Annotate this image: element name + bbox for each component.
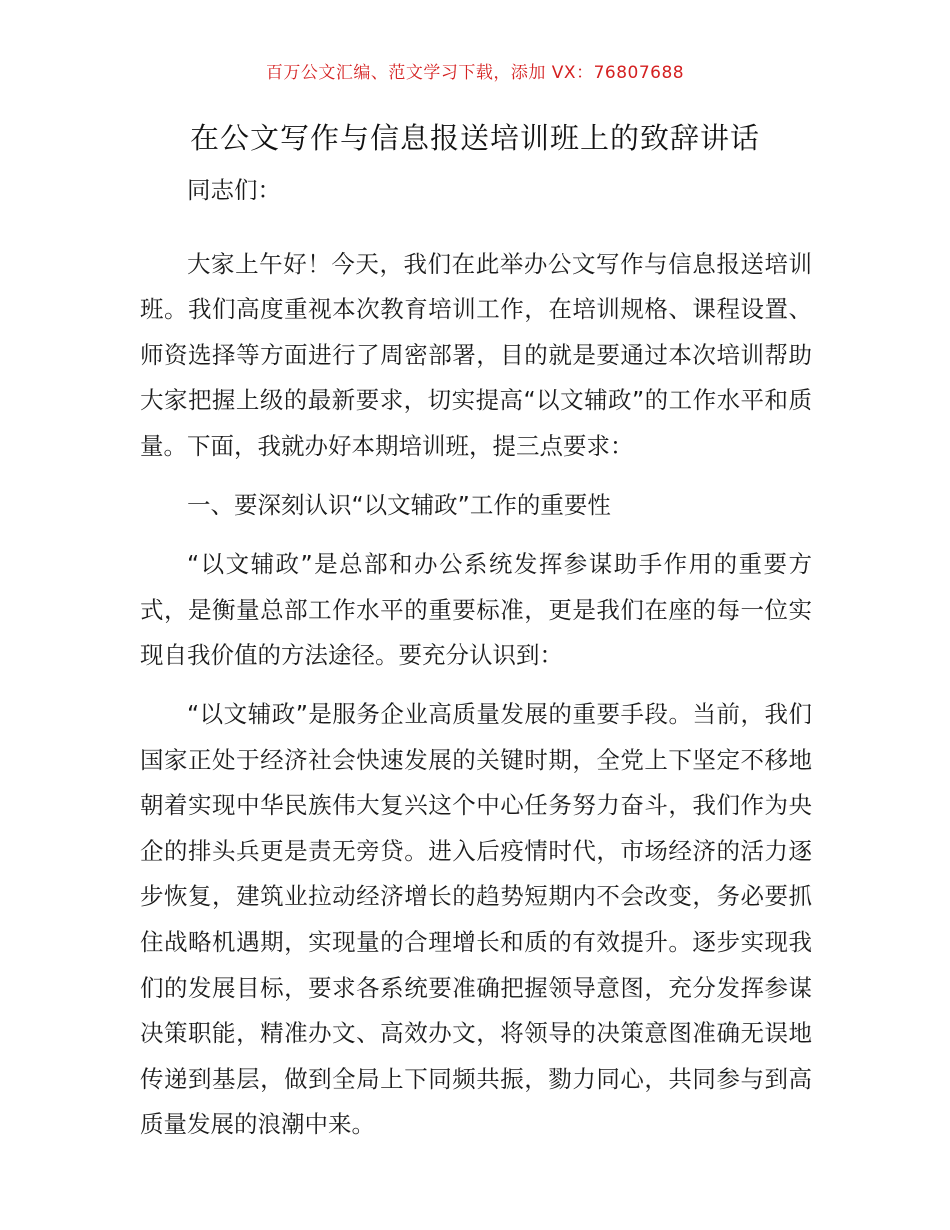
section-heading-1: 一、要深刻认识“以文辅政”工作的重要性 (187, 490, 611, 519)
watermark-banner: 百万公文汇编、范文学习下载，添加 VX：76807688 (265, 63, 685, 83)
paragraph-importance: “以文辅政”是总部和办公系统发挥参谋助手作用的重要方式，是衡量总部工作水平的重要标准，更是我们在座的每一位实现自我价值的方法途径。要充分认识到： (140, 550, 812, 670)
document-title: 在公文写作与信息报送培训班上的致辞讲话 (189, 121, 760, 155)
paragraph-high-quality-development: “以文辅政”是服务企业高质量发展的重要手段。当前，我们国家正处于经济社会快速发展的关键时期，全党上下坚定不移地朝着实现中华民族伟大复兴这个中心任务努力奋斗，我们作为央企的排头兵更是责无旁贷。进入后疫情时代，市场经济的活力逐步恢复，建筑业拉动经济增长的趋势短期内不会改变，务必要抓住战略机遇期，实现量的合理增长和质的有效提升。逐步实现我们的发展目标，要求各系统要准确把握领导意图，充分发挥参谋决策职能，精准办文、高效办文，将领导的决策意图准确无误地传递到基层，做到全局上下同频共振，勠力同心，共同参与到高质量发展的浪潮中来。 (140, 699, 812, 1139)
document-body (140, 168, 812, 1161)
salutation: 同志们： (187, 176, 281, 204)
paragraph-greeting: 大家上午好！今天，我们在此举办公文写作与信息报送培训班。我们高度重视本次教育培训工作，在培训规格、课程设置、师资选择等方面进行了周密部署，目的就是要通过本次培训帮助大家把握上级的最新要求，切实提高“以文辅政”的工作水平和质量。下面，我就办好本期培训班，提三点要求： (140, 249, 812, 460)
